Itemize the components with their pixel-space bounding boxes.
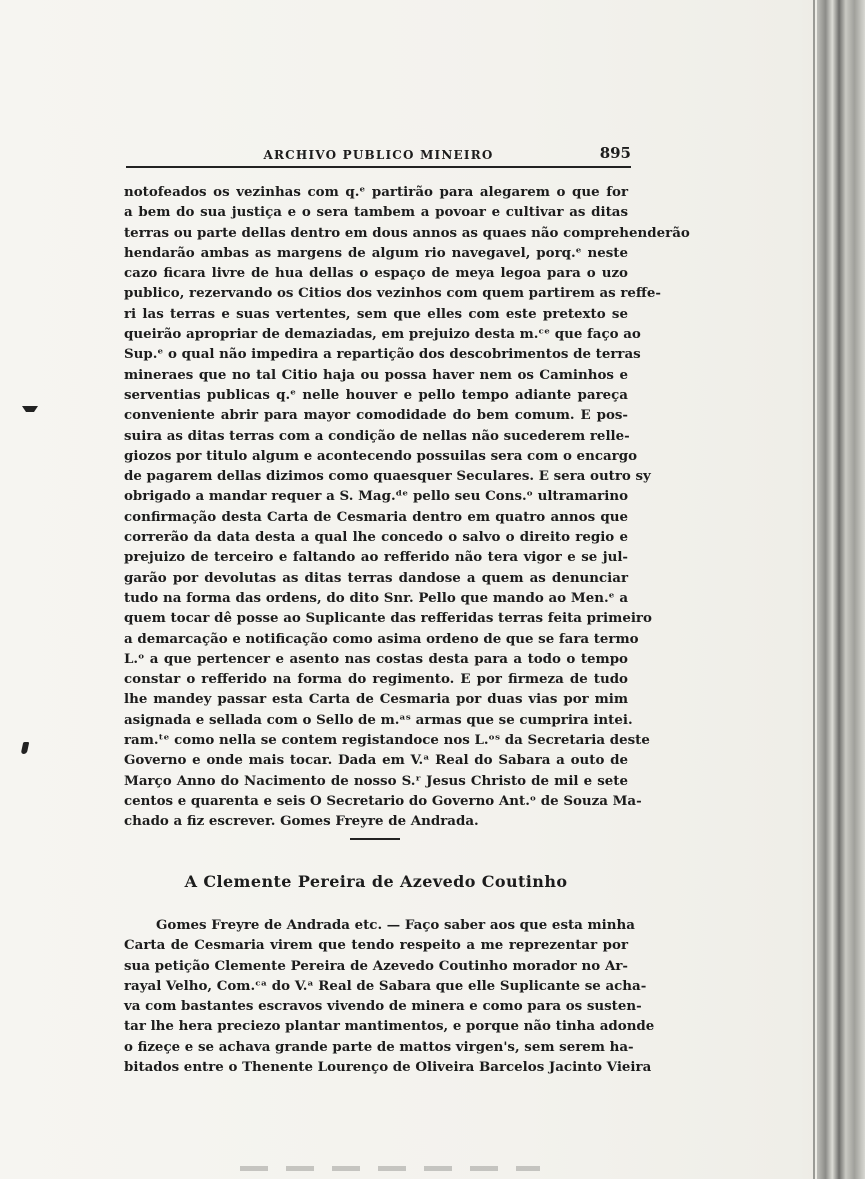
header-rule bbox=[126, 166, 631, 168]
text-line: de pagarem dellas dizimos como quaesquer Seculares. E sera outro sy bbox=[124, 468, 651, 485]
text-line: centos e quarenta e seis O Secretario do Governo Ant.ᵒ de Souza Ma- bbox=[124, 792, 642, 809]
text-line: conveniente abrir para mayor comodidade do bem comum. E pos- bbox=[124, 407, 628, 424]
text-line: Gomes Freyre de Andrada etc. — Faço saber aos que esta minha bbox=[156, 917, 635, 933]
text-line: cazo ficara livre de hua dellas o espaço de meya legoa para o uzo bbox=[124, 265, 628, 282]
text-line: hendarão ambas as margens de algum rio navegavel, porq.ᵉ neste bbox=[124, 244, 628, 261]
text-line: chado a fiz escrever. Gomes Freyre de Andrada. bbox=[124, 813, 479, 830]
text-line: ri las terras e suas vertentes, sem que elles com este pretexto se bbox=[124, 305, 628, 322]
book-gutter-line bbox=[813, 0, 815, 1179]
text-line: quem tocar dê posse ao Suplicante das refferidas terras feita primeiro bbox=[124, 610, 652, 627]
text-line: lhe mandey passar esta Carta de Cesmaria por duas vias por mim bbox=[124, 691, 628, 708]
text-line: rayal Velho, Com.ᶜᵃ do V.ᵃ Real de Sabara que elle Suplicante se acha- bbox=[124, 977, 647, 994]
text-line: o fizeçe e se achava grande parte de mattos virgen's, sem serem ha- bbox=[124, 1038, 634, 1055]
text-line: tudo na forma das ordens, do dito Snr. Pello que mando ao Men.ᵉ a bbox=[124, 589, 628, 606]
text-line: prejuizo de terceiro e faltando ao refferido não tera vigor e se jul- bbox=[124, 549, 628, 566]
text-line: Sup.ᵉ o qual não impedira a repartição dos descobrimentos de terras bbox=[124, 346, 641, 363]
text-line: bitados entre o Thenente Lourenço de Oliveira Barcelos Jacinto Vieira bbox=[124, 1059, 652, 1076]
margin-mark bbox=[22, 406, 38, 412]
page-header bbox=[126, 144, 631, 168]
page-number: 895 bbox=[599, 144, 631, 162]
text-line: va com bastantes escravos vivendo de minera e como para os susten- bbox=[124, 998, 642, 1015]
text-line: suira as ditas terras com a condição de nellas não sucederem relle- bbox=[124, 427, 630, 444]
text-line: a bem do sua justiça e o sera tambem a povoar e cultivar as ditas bbox=[124, 204, 628, 221]
text-line: Março Anno do Nacimento de nosso S.ʳ Jesus Christo de mil e sete bbox=[124, 772, 628, 789]
text-line: sua petição Clemente Pereira de Azevedo Coutinho morador no Ar- bbox=[124, 957, 628, 974]
text-line: asignada e sellada com o Sello de m.ᵃˢ armas que se cumprira intei. bbox=[124, 711, 633, 728]
text-line: notofeados os vezinhas com q.ᵉ partirão para alegarem o que for bbox=[124, 184, 628, 200]
body-paragraph-2 bbox=[124, 915, 655, 1077]
text-line: L.ᵒ a que pertencer e asento nas costas desta para a todo o tempo bbox=[124, 650, 628, 667]
section-separator bbox=[350, 838, 400, 840]
text-line: terras ou parte dellas dentro em dous annos as quaes não comprehenderão bbox=[124, 224, 690, 241]
text-line: ram.ᵗᵉ como nella se contem registandoce nos L.ᵒˢ da Secretaria deste bbox=[124, 732, 650, 749]
text-line: obrigado a mandar requer a S. Mag.ᵈᵉ pello seu Cons.ᵒ ultramarino bbox=[124, 488, 628, 505]
book-page-edge bbox=[817, 0, 865, 1179]
text-line: Governo e onde mais tocar. Dada em V.ᵃ Real do Sabara a outo de bbox=[124, 752, 628, 769]
bleed-through-footer bbox=[240, 1166, 540, 1171]
text-line: garão por devolutas as ditas terras dandose a quem as denunciar bbox=[124, 569, 628, 586]
text-line: queirão apropriar de demaziadas, em prejuizo desta m.ᶜᵉ que faço ao bbox=[124, 326, 641, 343]
text-line: publico, rezervando os Citios dos vezinhos com quem partirem as reffe- bbox=[124, 285, 661, 302]
text-line: correrão da data desta a qual lhe concedo o salvo o direito regio e bbox=[124, 529, 628, 546]
text-line: Carta de Cesmaria virem que tendo respeito a me reprezentar por bbox=[124, 937, 628, 954]
text-line: confirmação desta Carta de Cesmaria dentro em quatro annos que bbox=[124, 508, 628, 525]
text-line: mineraes que no tal Citio haja ou possa haver nem os Caminhos e bbox=[124, 366, 628, 383]
text-line: giozos por titulo algum e acontecendo possuilas sera com o encargo bbox=[124, 447, 637, 464]
running-title: ARCHIVO PUBLICO MINEIRO bbox=[263, 148, 494, 162]
text-line: a demarcação e notificação como asima ordeno de que se fara termo bbox=[124, 630, 639, 647]
text-line: serventias publicas q.ᵉ nelle houver e pello tempo adiante pareça bbox=[124, 386, 628, 403]
text-line: constar o refferido na forma do regimento. E por firmeza de tudo bbox=[124, 671, 628, 688]
text-line: tar lhe hera preciezo plantar mantimentos, e porque não tinha adonde bbox=[124, 1018, 655, 1035]
section-heading: A Clemente Pereira de Azevedo Coutinho bbox=[184, 872, 568, 891]
body-paragraph-1 bbox=[124, 182, 690, 832]
